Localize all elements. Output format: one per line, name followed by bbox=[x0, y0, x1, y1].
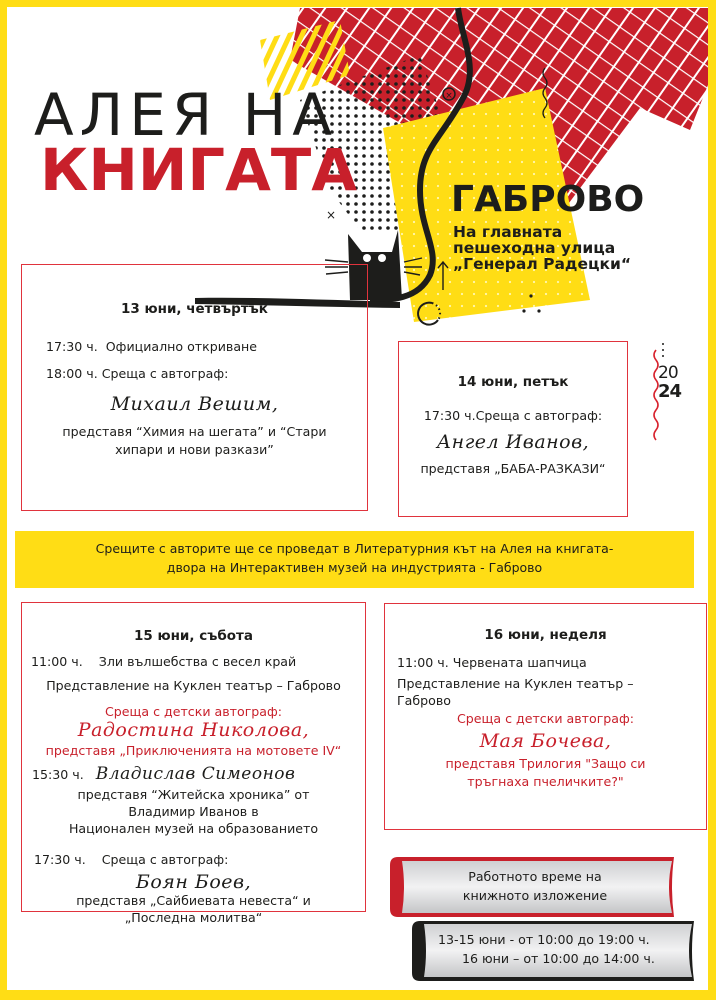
schedule-line: 13-15 юни - от 10:00 до 19:00 ч. bbox=[438, 932, 650, 947]
presents-line: Владимир Иванов в bbox=[128, 804, 259, 819]
presents-line: представя „Приключенията на мотовете IV“ bbox=[45, 743, 342, 758]
kids-autograph-label: Среща с детски автограф: bbox=[456, 711, 635, 726]
day-title: 14 юни, петък bbox=[457, 374, 569, 390]
day-title: 15 юни, събота bbox=[133, 628, 253, 644]
event-time: 17:30 ч. bbox=[46, 339, 98, 354]
title-line-2: КНИГАТА bbox=[40, 136, 358, 204]
hours-title-line: Работното време на bbox=[468, 869, 602, 884]
author-name: Радостина Николова, bbox=[77, 719, 310, 741]
title-line-1: АЛЕЯ НА bbox=[34, 81, 338, 149]
svg-text:×: × bbox=[325, 208, 337, 222]
schedule-line: 16 юни – от 10:00 до 14:00 ч. bbox=[462, 951, 655, 966]
event-text: Червената шапчица bbox=[452, 655, 587, 670]
day-box-june-14 bbox=[398, 341, 628, 517]
author-name: Михаил Вешим, bbox=[110, 393, 279, 415]
event-line bbox=[46, 366, 367, 381]
day-box-june-13 bbox=[21, 264, 368, 511]
day-title: 13 юни, четвъртък bbox=[121, 301, 268, 317]
event-text: Официално откриване bbox=[105, 339, 258, 354]
presents-line: представя Трилогия "Защо си bbox=[445, 756, 646, 771]
location-line: пешеходна улица bbox=[453, 239, 616, 257]
presents-line: хипари и нови разкази” bbox=[115, 442, 274, 457]
event-line bbox=[32, 764, 365, 784]
venue-banner bbox=[15, 531, 694, 588]
event-line bbox=[34, 852, 365, 867]
presents-line: представя “Житейска хроника” от bbox=[77, 787, 310, 802]
event-line bbox=[399, 408, 627, 423]
location-line: На главната bbox=[453, 223, 563, 241]
event-sub: Габрово bbox=[397, 693, 451, 708]
location-line: „Генерал Радецки“ bbox=[453, 255, 632, 273]
hours-title-book bbox=[390, 855, 680, 919]
presents-line: Национален музей на образованието bbox=[68, 821, 319, 836]
event-line bbox=[31, 654, 365, 669]
event-sub: Представление на Куклен театър – bbox=[397, 676, 634, 691]
event-sub: Представление на Куклен театър – Габрово bbox=[46, 678, 341, 693]
event-time: 11:00 ч. bbox=[31, 654, 83, 669]
event-text: Среща с автограф: bbox=[475, 408, 603, 423]
location-text bbox=[453, 224, 631, 272]
presents-line: представя “Химия на шегата” и “Стари bbox=[62, 424, 327, 439]
event-text: Зли вълшебства с весел край bbox=[98, 654, 297, 669]
event-time: 11:00 ч. bbox=[397, 655, 449, 670]
year-bottom: 24 bbox=[658, 381, 682, 402]
author-name: Мая Бочева, bbox=[479, 730, 612, 752]
author-name: Ангел Иванов, bbox=[436, 431, 590, 453]
banner-line: Срещите с авторите ще се проведат в Литературния кът на Алея на книгата- bbox=[95, 541, 614, 556]
city-name: ГАБРОВО bbox=[451, 179, 645, 220]
kids-autograph-label: Среща с детски автограф: bbox=[104, 704, 283, 719]
event-time: 17:30 ч. bbox=[34, 852, 86, 867]
author-name: Владислав Симеонов bbox=[95, 764, 296, 784]
event-time: 17:30 ч. bbox=[423, 408, 476, 423]
event-text: Среща с автограф: bbox=[101, 852, 229, 867]
day-title: 16 юни, неделя bbox=[484, 627, 607, 643]
hours-schedule-book bbox=[412, 920, 698, 983]
event-time: 18:00 ч. bbox=[46, 366, 98, 381]
hours-schedule bbox=[412, 930, 698, 968]
svg-text:×: × bbox=[445, 91, 453, 101]
day-box-june-16 bbox=[384, 603, 707, 830]
presents-line: представя „Сайбиевата невеста“ и bbox=[76, 893, 311, 908]
presents-line: „Последна молитва“ bbox=[124, 910, 263, 925]
presents-line: представя „БАБА-РАЗКАЗИ“ bbox=[420, 461, 606, 476]
presents-line: тръгнаха пчеличките?" bbox=[467, 774, 624, 789]
banner-line: двора на Интерактивен музей на индустрията - Габрово bbox=[166, 560, 543, 575]
author-name: Боян Боев, bbox=[135, 871, 252, 893]
event-text: Среща с автограф: bbox=[101, 366, 229, 381]
event-line bbox=[397, 655, 706, 670]
event-time: 15:30 ч. bbox=[32, 767, 84, 782]
year-top: 20 bbox=[658, 363, 678, 383]
hours-title bbox=[390, 867, 680, 905]
hours-title-line: книжното изложение bbox=[462, 888, 608, 903]
day-box-june-15 bbox=[21, 602, 366, 925]
event-line bbox=[46, 339, 367, 354]
